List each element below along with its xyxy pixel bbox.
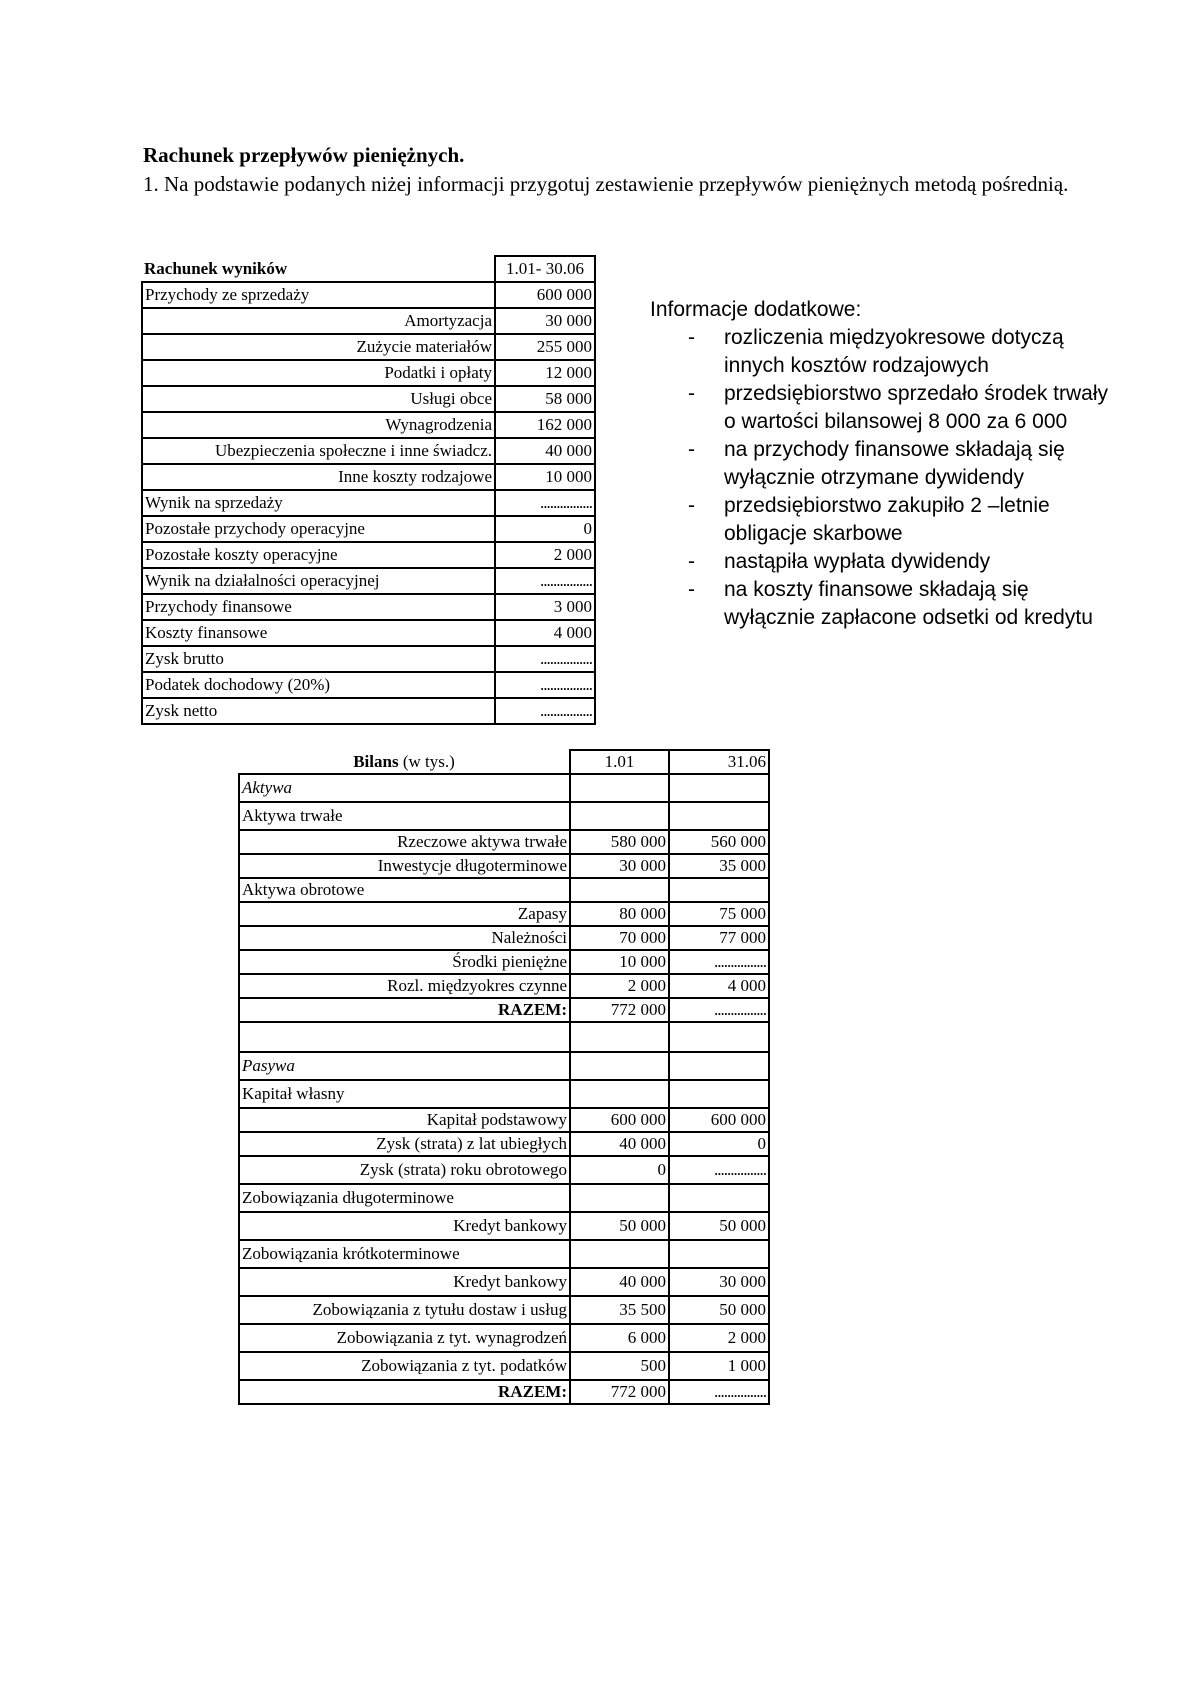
value-end: ................ bbox=[669, 998, 769, 1022]
value-start bbox=[570, 802, 669, 830]
row-label: Rozl. międzyokres czynne bbox=[239, 974, 570, 998]
table-row bbox=[239, 1380, 769, 1404]
list-item: - na przychody finansowe składają się wyłącznie otrzymane dywidendy bbox=[650, 436, 1110, 492]
row-label: Zysk netto bbox=[142, 698, 495, 724]
value-end: 1 000 bbox=[669, 1352, 769, 1380]
row-label: Pozostałe koszty operacyjne bbox=[142, 542, 495, 568]
value-start: 580 000 bbox=[570, 830, 669, 854]
page-title: Rachunek przepływów pieniężnych. bbox=[143, 143, 465, 167]
row-label: Zobowiązania długoterminowe bbox=[239, 1184, 570, 1212]
value-start bbox=[570, 1240, 669, 1268]
list-item: - przedsiębiorstwo zakupiło 2 –letnie obligacje skarbowe bbox=[650, 492, 1110, 548]
value-end: 600 000 bbox=[669, 1108, 769, 1132]
row-value: ................ bbox=[495, 646, 595, 672]
section-label: Pasywa bbox=[239, 1052, 570, 1080]
value-start bbox=[570, 774, 669, 802]
value-start: 772 000 bbox=[570, 1380, 669, 1404]
value-end: 2 000 bbox=[669, 1324, 769, 1352]
table-row bbox=[239, 1352, 769, 1380]
row-label: Zobowiązania krótkoterminowe bbox=[239, 1240, 570, 1268]
value-end: 75 000 bbox=[669, 902, 769, 926]
table-row bbox=[239, 974, 769, 998]
value-start: 2 000 bbox=[570, 974, 669, 998]
row-value: 162 000 bbox=[495, 412, 595, 438]
income-period: 1.01- 30.06 bbox=[495, 256, 595, 282]
row-label: Zysk (strata) roku obrotowego bbox=[239, 1156, 570, 1184]
total-label: RAZEM: bbox=[239, 1380, 570, 1404]
value-end: 560 000 bbox=[669, 830, 769, 854]
table-row bbox=[142, 282, 595, 308]
row-label: Kredyt bankowy bbox=[239, 1268, 570, 1296]
value-start bbox=[570, 1080, 669, 1108]
value-end bbox=[669, 774, 769, 802]
value-start: 10 000 bbox=[570, 950, 669, 974]
value-end bbox=[669, 878, 769, 902]
row-label: Środki pieniężne bbox=[239, 950, 570, 974]
row-label: Wynik na działalności operacyjnej bbox=[142, 568, 495, 594]
income-statement-table bbox=[141, 255, 596, 725]
row-label: Kapitał podstawowy bbox=[239, 1108, 570, 1132]
table-row bbox=[142, 490, 595, 516]
total-label: RAZEM: bbox=[239, 998, 570, 1022]
additional-info-list bbox=[650, 324, 1110, 632]
row-label: Usługi obce bbox=[142, 386, 495, 412]
value-end bbox=[669, 1052, 769, 1080]
table-row bbox=[239, 1108, 769, 1132]
row-value: 255 000 bbox=[495, 334, 595, 360]
row-label: Zobowiązania z tytułu dostaw i usług bbox=[239, 1296, 570, 1324]
balance-title-bold: Bilans bbox=[353, 751, 399, 771]
value-end: 35 000 bbox=[669, 854, 769, 878]
row-value: ................ bbox=[495, 490, 595, 516]
list-item: - nastąpiła wypłata dywidendy bbox=[650, 548, 1110, 576]
row-label: Aktywa trwałe bbox=[239, 802, 570, 830]
table-row bbox=[239, 1212, 769, 1240]
value-end: 50 000 bbox=[669, 1212, 769, 1240]
table-row bbox=[142, 386, 595, 412]
table-row bbox=[142, 620, 595, 646]
row-label: Ubezpieczenia społeczne i inne świadcz. bbox=[142, 438, 495, 464]
table-row bbox=[142, 360, 595, 386]
row-value: 3 000 bbox=[495, 594, 595, 620]
row-value: ................ bbox=[495, 698, 595, 724]
table-row bbox=[239, 878, 769, 902]
row-label: Amortyzacja bbox=[142, 308, 495, 334]
column-header-end: 31.06 bbox=[669, 750, 769, 774]
value-end bbox=[669, 1240, 769, 1268]
row-value: ................ bbox=[495, 672, 595, 698]
table-row bbox=[239, 1184, 769, 1212]
value-start: 40 000 bbox=[570, 1132, 669, 1156]
row-value: 4 000 bbox=[495, 620, 595, 646]
value-start: 40 000 bbox=[570, 1268, 669, 1296]
table-row bbox=[142, 542, 595, 568]
value-end: 50 000 bbox=[669, 1296, 769, 1324]
row-label: Zużycie materiałów bbox=[142, 334, 495, 360]
row-value: ................ bbox=[495, 568, 595, 594]
value-start bbox=[570, 878, 669, 902]
balance-title-unit: (w tys.) bbox=[398, 751, 455, 771]
value-end bbox=[669, 1080, 769, 1108]
table-row bbox=[142, 412, 595, 438]
value-end bbox=[669, 802, 769, 830]
value-start: 600 000 bbox=[570, 1108, 669, 1132]
value-start: 70 000 bbox=[570, 926, 669, 950]
table-row bbox=[142, 568, 595, 594]
row-label: Koszty finansowe bbox=[142, 620, 495, 646]
row-value: 30 000 bbox=[495, 308, 595, 334]
additional-info-title: Informacje dodatkowe: bbox=[650, 298, 862, 321]
row-label: Inwestycje długoterminowe bbox=[239, 854, 570, 878]
table-row bbox=[239, 1240, 769, 1268]
table-row bbox=[239, 926, 769, 950]
value-start bbox=[570, 1184, 669, 1212]
table-row bbox=[142, 308, 595, 334]
row-label: Wynagrodzenia bbox=[142, 412, 495, 438]
value-end: ................ bbox=[669, 1156, 769, 1184]
row-value: 58 000 bbox=[495, 386, 595, 412]
value-end: 4 000 bbox=[669, 974, 769, 998]
row-label: Pozostałe przychody operacyjne bbox=[142, 516, 495, 542]
table-row bbox=[239, 802, 769, 830]
value-end: 0 bbox=[669, 1132, 769, 1156]
table-row bbox=[142, 516, 595, 542]
table-row bbox=[239, 998, 769, 1022]
row-label: Zysk (strata) z lat ubiegłych bbox=[239, 1132, 570, 1156]
row-label: Rzeczowe aktywa trwałe bbox=[239, 830, 570, 854]
row-value: 12 000 bbox=[495, 360, 595, 386]
row-label: Przychody ze sprzedaży bbox=[142, 282, 495, 308]
value-start: 80 000 bbox=[570, 902, 669, 926]
income-title: Rachunek wyników bbox=[144, 258, 288, 278]
value-start bbox=[570, 1022, 669, 1052]
table-header-row bbox=[142, 256, 595, 282]
table-row bbox=[239, 1268, 769, 1296]
row-value: 600 000 bbox=[495, 282, 595, 308]
table-row bbox=[239, 1080, 769, 1108]
value-end bbox=[669, 1022, 769, 1052]
table-row bbox=[239, 830, 769, 854]
row-label: Wynik na sprzedaży bbox=[142, 490, 495, 516]
table-row bbox=[239, 774, 769, 802]
table-row bbox=[142, 698, 595, 724]
list-item: - przedsiębiorstwo sprzedało środek trwały o wartości bilansowej 8 000 za 6 000 bbox=[650, 380, 1110, 436]
value-start: 772 000 bbox=[570, 998, 669, 1022]
row-label: Podatki i opłaty bbox=[142, 360, 495, 386]
row-label: Kapitał własny bbox=[239, 1080, 570, 1108]
row-label: Zysk brutto bbox=[142, 646, 495, 672]
row-label: Należności bbox=[239, 926, 570, 950]
list-item: - na koszty finansowe składają się wyłącznie zapłacone odsetki od kredytu bbox=[650, 576, 1110, 632]
list-item: - rozliczenia międzyokresowe dotyczą innych kosztów rodzajowych bbox=[650, 324, 1110, 380]
table-row bbox=[142, 672, 595, 698]
row-label: Aktywa obrotowe bbox=[239, 878, 570, 902]
table-row bbox=[239, 1022, 769, 1052]
table-row bbox=[239, 854, 769, 878]
row-label: Zobowiązania z tyt. podatków bbox=[239, 1352, 570, 1380]
value-end: ................ bbox=[669, 1380, 769, 1404]
table-row bbox=[142, 594, 595, 620]
value-end: ................ bbox=[669, 950, 769, 974]
value-start: 50 000 bbox=[570, 1212, 669, 1240]
value-start bbox=[570, 1052, 669, 1080]
row-label: Inne koszty rodzajowe bbox=[142, 464, 495, 490]
table-row bbox=[142, 646, 595, 672]
balance-sheet-table bbox=[238, 749, 770, 1405]
row-value: 10 000 bbox=[495, 464, 595, 490]
row-label: Zapasy bbox=[239, 902, 570, 926]
balance-title bbox=[239, 750, 570, 774]
column-header-start: 1.01 bbox=[570, 750, 669, 774]
table-row bbox=[239, 902, 769, 926]
table-row bbox=[239, 1296, 769, 1324]
table-row bbox=[239, 1052, 769, 1080]
table-row bbox=[142, 334, 595, 360]
table-row bbox=[239, 1324, 769, 1352]
row-value: 0 bbox=[495, 516, 595, 542]
row-value: 2 000 bbox=[495, 542, 595, 568]
task-instruction: 1. Na podstawie podanych niżej informacji przygotuj zestawienie przepływów pieniężnych metodą pośrednią. bbox=[143, 172, 1069, 196]
value-start: 35 500 bbox=[570, 1296, 669, 1324]
table-row bbox=[239, 1156, 769, 1184]
table-row bbox=[239, 1132, 769, 1156]
value-start: 30 000 bbox=[570, 854, 669, 878]
value-start: 0 bbox=[570, 1156, 669, 1184]
row-label: Podatek dochodowy (20%) bbox=[142, 672, 495, 698]
table-header-row bbox=[239, 750, 769, 774]
table-row bbox=[239, 950, 769, 974]
value-end: 30 000 bbox=[669, 1268, 769, 1296]
additional-info bbox=[650, 296, 1110, 632]
row-label: Kredyt bankowy bbox=[239, 1212, 570, 1240]
row-value: 40 000 bbox=[495, 438, 595, 464]
row-label: Przychody finansowe bbox=[142, 594, 495, 620]
row-label bbox=[239, 1022, 570, 1052]
table-row bbox=[142, 464, 595, 490]
section-label: Aktywa bbox=[239, 774, 570, 802]
row-label: Zobowiązania z tyt. wynagrodzeń bbox=[239, 1324, 570, 1352]
value-end: 77 000 bbox=[669, 926, 769, 950]
value-start: 500 bbox=[570, 1352, 669, 1380]
table-row bbox=[142, 438, 595, 464]
value-end bbox=[669, 1184, 769, 1212]
value-start: 6 000 bbox=[570, 1324, 669, 1352]
